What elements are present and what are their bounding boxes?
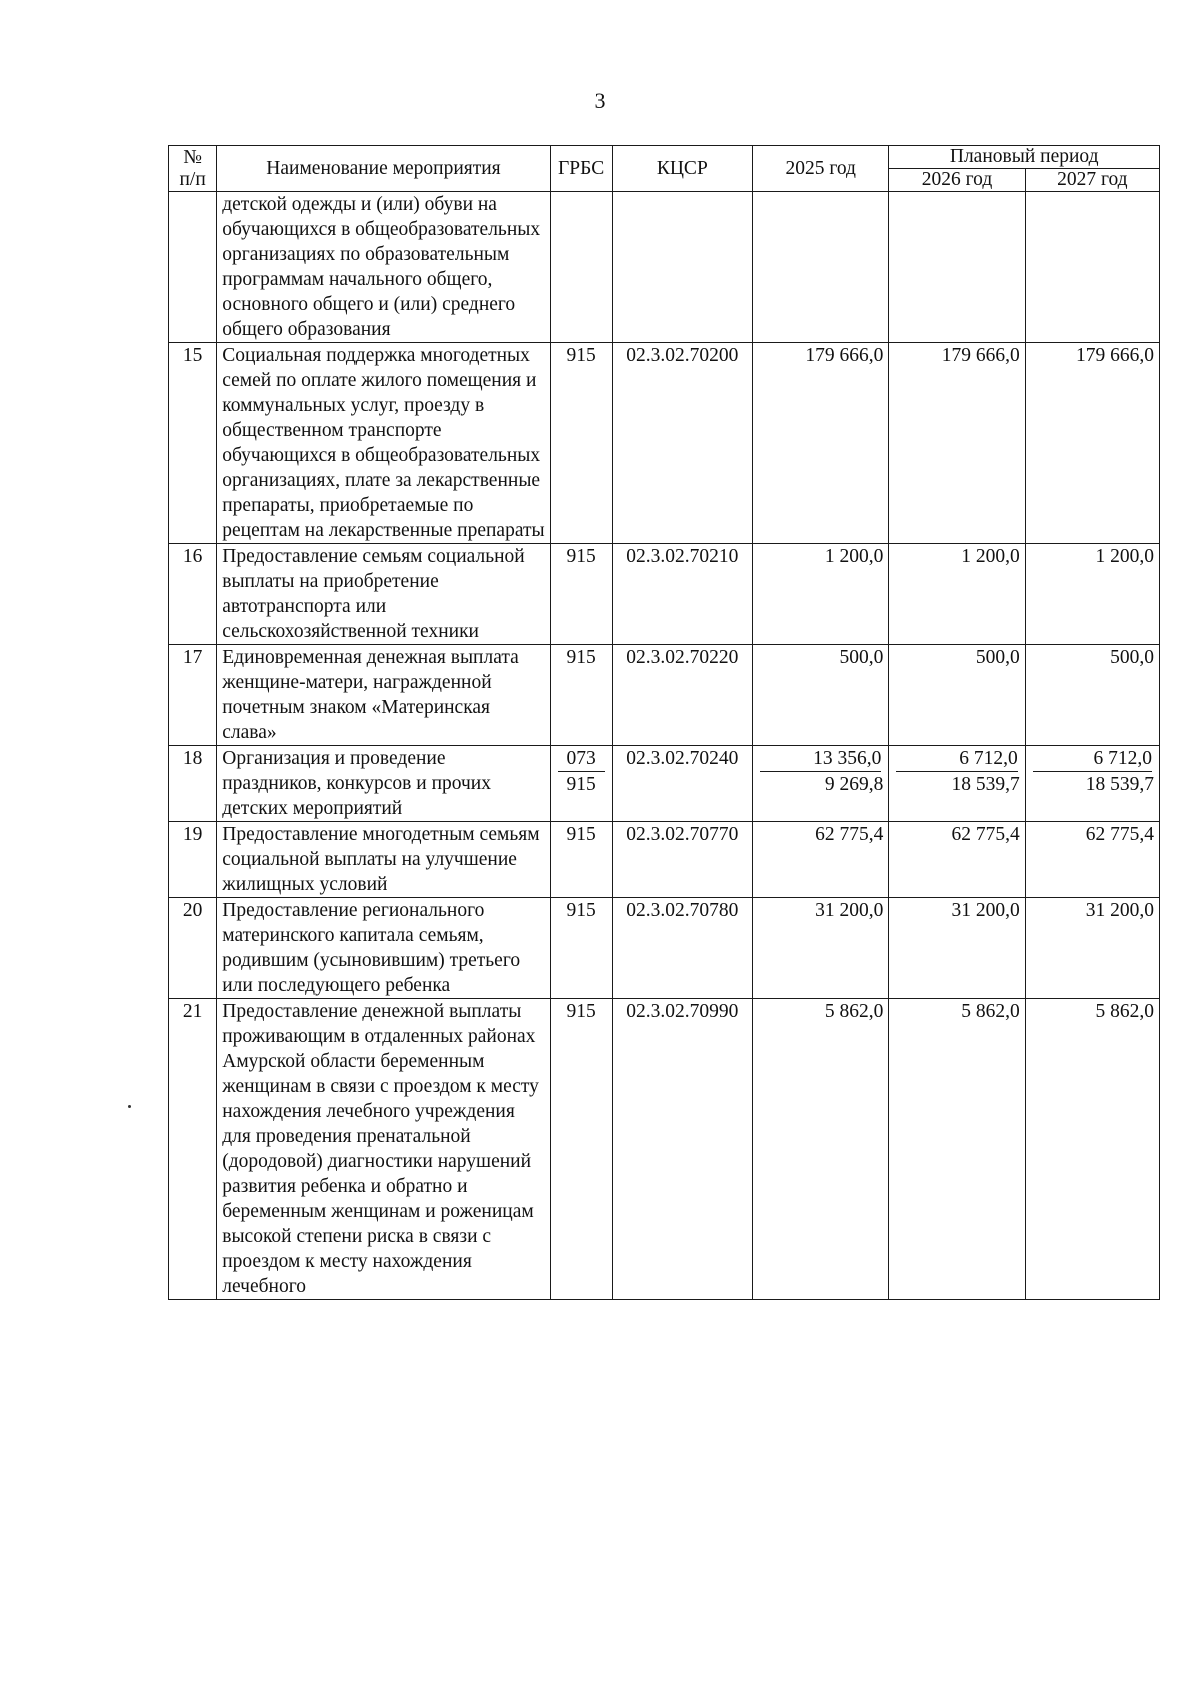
cell-2025 xyxy=(753,192,889,343)
cell-2025-line-2: 9 269,8 xyxy=(824,774,884,795)
cell-grbs: 915 xyxy=(550,898,612,999)
cell-name: Предоставление денежной выплаты проживающим в отдаленных районах Амурской области беременным женщинам в связи с проездом к месту нахождения лечебного учреждения для проведения пренатальной (дородовой) диагностики нарушений развития ребенка и обратно и беременным женщинам и роженицам высокой степени риска в связи с проездом к месту нахождения лечебного xyxy=(217,999,550,1300)
cell-num: 17 xyxy=(169,645,217,746)
cell-2027-line-1: 6 712,0 xyxy=(1033,746,1152,772)
table-row xyxy=(169,898,1160,999)
cell-grbs: 915 xyxy=(550,645,612,746)
cell-2026: 31 200,0 xyxy=(889,898,1025,999)
cell-num: 15 xyxy=(169,343,217,544)
table-row-continued xyxy=(169,192,1160,343)
cell-name: Предоставление многодетным семьям социальной выплаты на улучшение жилищных условий xyxy=(217,822,550,898)
cell-name: Единовременная денежная выплата женщине-матери, награжденной почетным знаком «Материнская слава» xyxy=(217,645,550,746)
cell-2027: 62 775,4 xyxy=(1025,822,1159,898)
cell-num: 21 xyxy=(169,999,217,1300)
page-number: 3 xyxy=(594,88,606,113)
cell-2025 xyxy=(753,746,889,822)
cell-grbs xyxy=(550,746,612,822)
cell-grbs: 915 xyxy=(550,999,612,1300)
cell-kcsr: 02.3.02.70990 xyxy=(612,999,753,1300)
cell-num xyxy=(169,192,217,343)
cell-grbs: 915 xyxy=(550,822,612,898)
cell-2026: 62 775,4 xyxy=(889,822,1025,898)
header-num: № п/п xyxy=(169,146,217,192)
header-name: Наименование мероприятия xyxy=(217,146,550,192)
cell-kcsr: 02.3.02.70210 xyxy=(612,544,753,645)
header-2025: 2025 год xyxy=(753,146,889,192)
cell-num: 16 xyxy=(169,544,217,645)
cell-kcsr xyxy=(612,192,753,343)
cell-kcsr: 02.3.02.70240 xyxy=(612,746,753,822)
cell-2025: 179 666,0 xyxy=(753,343,889,544)
table-row xyxy=(169,343,1160,544)
table-row xyxy=(169,746,1160,822)
cell-name: Предоставление регионального материнского капитала семьям, родившим (усыновившим) третьего или последующего ребенка xyxy=(217,898,550,999)
cell-2025: 500,0 xyxy=(753,645,889,746)
cell-kcsr: 02.3.02.70200 xyxy=(612,343,753,544)
cell-name: Организация и проведение праздников, конкурсов и прочих детских мероприятий xyxy=(217,746,550,822)
header-2027: 2027 год xyxy=(1025,169,1159,192)
cell-2026 xyxy=(889,192,1025,343)
table-header-row xyxy=(169,146,1160,169)
cell-2025-line-1: 13 356,0 xyxy=(760,746,881,772)
cell-2025: 5 862,0 xyxy=(753,999,889,1300)
budget-table xyxy=(168,145,1160,1300)
cell-2025: 62 775,4 xyxy=(753,822,889,898)
cell-2027 xyxy=(1025,746,1159,822)
cell-2026 xyxy=(889,746,1025,822)
cell-grbs-line-1: 073 xyxy=(558,746,605,772)
cell-2027: 5 862,0 xyxy=(1025,999,1159,1300)
table-row xyxy=(169,645,1160,746)
header-grbs: ГРБС xyxy=(550,146,612,192)
cell-name: Предоставление семьям социальной выплаты на приобретение автотранспорта или сельскохозяйственной техники xyxy=(217,544,550,645)
cell-2027-line-2: 18 539,7 xyxy=(1085,774,1154,795)
table-row xyxy=(169,822,1160,898)
table-row xyxy=(169,544,1160,645)
header-kcsr: КЦСР xyxy=(612,146,753,192)
cell-2025: 31 200,0 xyxy=(753,898,889,999)
cell-2027: 1 200,0 xyxy=(1025,544,1159,645)
table-row xyxy=(169,999,1160,1300)
cell-2026: 5 862,0 xyxy=(889,999,1025,1300)
cell-2026: 1 200,0 xyxy=(889,544,1025,645)
cell-name: Социальная поддержка многодетных семей по оплате жилого помещения и коммунальных услуг, проезду в общественном транспорте обучающихся в общеобразовательных организациях, плате за лекарственные препараты, приобретаемые по рецептам на лекарственные препараты xyxy=(217,343,550,544)
cell-2027: 179 666,0 xyxy=(1025,343,1159,544)
cell-2025: 1 200,0 xyxy=(753,544,889,645)
cell-num: 20 xyxy=(169,898,217,999)
cell-num: 19 xyxy=(169,822,217,898)
cell-grbs-line-2: 915 xyxy=(566,774,596,795)
cell-grbs: 915 xyxy=(550,544,612,645)
cell-2026-line-1: 6 712,0 xyxy=(896,746,1017,772)
cell-2027 xyxy=(1025,192,1159,343)
cell-kcsr: 02.3.02.70780 xyxy=(612,898,753,999)
cell-2026: 500,0 xyxy=(889,645,1025,746)
header-2026: 2026 год xyxy=(889,169,1025,192)
cell-2026-line-2: 18 539,7 xyxy=(951,774,1020,795)
cell-kcsr: 02.3.02.70770 xyxy=(612,822,753,898)
cell-kcsr: 02.3.02.70220 xyxy=(612,645,753,746)
cell-2027: 500,0 xyxy=(1025,645,1159,746)
header-planned-period: Плановый период xyxy=(889,146,1160,169)
scan-speck xyxy=(128,1105,131,1108)
cell-num: 18 xyxy=(169,746,217,822)
cell-name: детской одежды и (или) обуви на обучающихся в общеобразовательных организациях по образовательным программам начального общего, основного общего и (или) среднего общего образования xyxy=(217,192,550,343)
cell-2027: 31 200,0 xyxy=(1025,898,1159,999)
cell-grbs xyxy=(550,192,612,343)
cell-grbs: 915 xyxy=(550,343,612,544)
cell-2026: 179 666,0 xyxy=(889,343,1025,544)
